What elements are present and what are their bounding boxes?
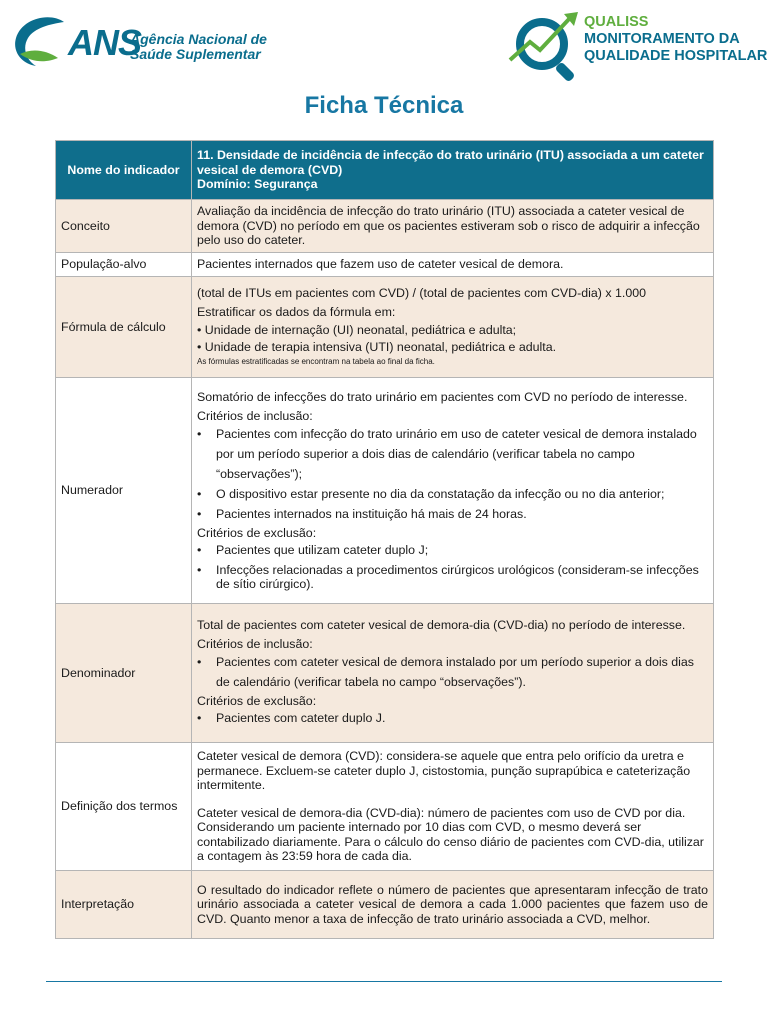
magnifier-chart-icon xyxy=(508,10,588,82)
formula-note: As fórmulas estratificadas se encontram na tabela ao final da ficha. xyxy=(197,356,435,366)
qualiss-text: QUALISS MONITORAMENTO DA QUALIDADE HOSPITALAR xyxy=(584,14,768,64)
formula-content xyxy=(192,277,714,378)
exclusion-item: • Pacientes com cateter duplo J. xyxy=(197,708,708,728)
inclusion-item: • Pacientes com infecção do trato urinário em uso de cateter vesical de demora instalado por um período superior a dois dias de calendário (verificar tabela no campo “observações”); xyxy=(197,424,708,484)
exclusion-title: Critérios de exclusão: xyxy=(197,525,317,540)
definicao-row xyxy=(56,743,714,871)
indicator-label: Nome do indicador xyxy=(56,141,192,200)
indicator-name: 11. Densidade de incidência de infecção do trato urinário (ITU) associada a um cateter vesical de demora (CVD) xyxy=(197,148,704,177)
formula-label: Fórmula de cálculo xyxy=(56,277,192,378)
exclusion-item: • Pacientes que utilizam cateter duplo J; xyxy=(197,540,708,560)
interpretacao-row xyxy=(56,871,714,939)
populacao-label: População-alvo xyxy=(56,253,192,277)
qualiss-logo xyxy=(508,10,768,82)
interpretacao-label: Interpretação xyxy=(56,871,192,939)
formula-row xyxy=(56,277,714,378)
exclusion-title: Critérios de exclusão: xyxy=(197,693,317,708)
numerador-label: Numerador xyxy=(56,378,192,604)
bullet: • xyxy=(197,563,202,578)
exclusion-item: • Infecções relacionadas a procedimentos cirúrgicos urológicos (consideram-se infecções de sítio cirúrgico). xyxy=(197,563,699,592)
conceito-text: Avaliação da incidência de infecção do trato urinário (ITU) associada a cateter vesical de demora (CVD) no período em que os pacientes estiveram sob o risco de adquirir a infecção pelo uso do cateter. xyxy=(192,200,714,253)
bullet: • xyxy=(197,506,202,521)
inclusion-title: Critérios de inclusão: xyxy=(197,409,313,424)
inclusion-title: Critérios de inclusão: xyxy=(197,637,313,652)
inclusion-item: • Pacientes internados na instituição há mais de 24 horas. xyxy=(197,504,708,524)
ans-swoosh-icon xyxy=(12,14,72,70)
denominador-label: Denominador xyxy=(56,604,192,743)
footer-divider xyxy=(46,981,722,982)
denominador-intro: Total de pacientes com cateter vesical de demora-dia (CVD-dia) no período de interesse. xyxy=(197,617,686,632)
indicator-value xyxy=(192,141,714,200)
numerador-intro: Somatório de infecções do trato urinário em pacientes com CVD no período de interesse. xyxy=(197,389,688,404)
page-title: Ficha Técnica xyxy=(304,92,464,119)
ans-name: Agência Nacional de Saúde Suplementar xyxy=(130,31,267,62)
conceito-row xyxy=(56,200,714,253)
conceito-label: Conceito xyxy=(56,200,192,253)
populacao-row xyxy=(56,253,714,277)
indicator-domain: Domínio: Segurança xyxy=(197,177,318,192)
definicao-p2: Cateter vesical de demora-dia (CVD-dia): número de pacientes com uso de CVD por dia. Considerando um paciente internado por 10 dias com CVD, o mesmo deverá ser contabilizado diariamente. Para o cálculo do censo diário de pacientes com CVD-dia, utilizar a contagem às 23:59 hora de cada dia. xyxy=(197,805,704,864)
numerador-content xyxy=(192,378,714,604)
stratify-item: • Unidade de terapia intensiva (UTI) neonatal, pediátrica e adulta. xyxy=(197,340,557,354)
populacao-text: Pacientes internados que fazem uso de cateter vesical de demora. xyxy=(192,253,714,277)
inclusion-item: • O dispositivo estar presente no dia da constatação da infecção ou no dia anterior; xyxy=(197,484,708,504)
bullet: • xyxy=(197,654,202,669)
formula-text: (total de ITUs em pacientes com CVD) / (total de pacientes com CVD-dia) x 1.000 xyxy=(197,285,646,300)
denominador-row xyxy=(56,604,714,743)
interpretacao-text: O resultado do indicador reflete o número de pacientes que apresentaram infecção de trato urinário associada a cateter vesical de demora a cada 1.000 pacientes que fazem uso de CVD. Quanto menor a taxa de infecção de trato urinário associada a CVD, melhor. xyxy=(192,871,714,939)
bullet: • xyxy=(197,486,202,501)
definicao-p1: Cateter vesical de demora (CVD): considera-se aquele que entra pelo orifício da uretra e permanece. Excluem-se cateter duplo J, cistostomia, punção suprapúbica e cateterização intermitente. xyxy=(197,749,691,793)
indicator-row xyxy=(56,141,714,200)
bullet: • xyxy=(197,426,202,441)
bullet: • xyxy=(197,711,202,726)
stratify-item: • Unidade de internação (UI) neonatal, pediátrica e adulta; xyxy=(197,322,517,337)
ans-logo xyxy=(12,14,272,74)
bullet: • xyxy=(197,543,202,558)
indicator-sheet-table xyxy=(55,140,714,939)
denominador-content xyxy=(192,604,714,743)
page-header xyxy=(0,10,768,85)
definicao-label: Definição dos termos xyxy=(56,743,192,871)
numerador-row xyxy=(56,378,714,604)
definicao-content xyxy=(192,743,714,871)
ans-acronym: ANS xyxy=(68,22,142,63)
stratify-intro: Estratificar os dados da fórmula em: xyxy=(197,305,396,319)
inclusion-item: • Pacientes com cateter vesical de demora instalado por um período superior a dois dias de calendário (verificar tabela no campo “observações”). xyxy=(197,652,708,692)
